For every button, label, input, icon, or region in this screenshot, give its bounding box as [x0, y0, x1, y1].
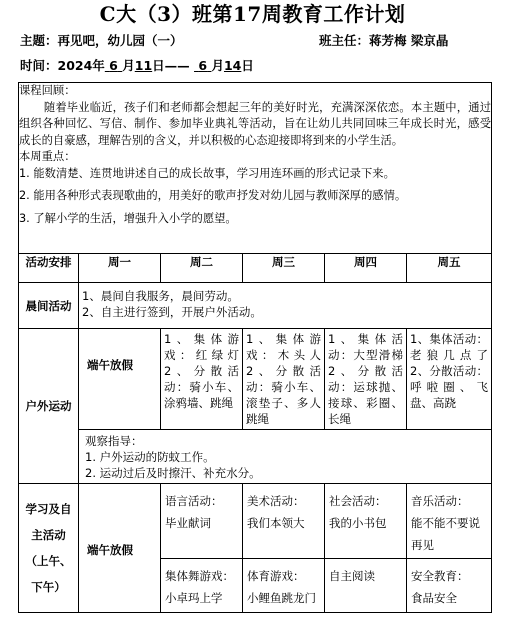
- header-fri: 周五: [407, 254, 492, 283]
- time-label: 时间：: [20, 58, 58, 73]
- time-month-word-start: 月: [122, 58, 135, 73]
- focus-item: 1. 能数清楚、连贯地讲述自己的成长故事，学习用连环画的形式记录下来。: [19, 166, 395, 180]
- guide-item: 1. 户外运动的防蚊工作。: [85, 450, 215, 464]
- time-day-start: 11: [134, 58, 153, 73]
- outdoor-wed: 1、集体游戏：木头人 2、分散活动：骑小车、滚垫子、多人跳绳: [243, 329, 325, 430]
- header-thu: 周四: [325, 254, 407, 283]
- study-label-line: （上午、: [25, 554, 72, 568]
- teacher-label: 班主任：: [319, 33, 370, 48]
- teacher-value: 蒋芳梅 梁京晶: [369, 33, 449, 48]
- page-title: C大（3）班第17周教育工作计划: [99, 2, 406, 26]
- time-day-word-end: 日: [241, 58, 254, 73]
- study-wed-1: 美术活动： 我们本领大: [243, 484, 325, 559]
- intro-row: [19, 83, 492, 254]
- focus-label: 本周重点：: [19, 150, 76, 163]
- outdoor-thu: 1、集体活动：大型滑梯 2、分散活动：运球抛、接球、彩圈、长绳: [325, 329, 407, 430]
- study-wed-2: 体育游戏： 小鲤鱼跳龙门: [243, 559, 325, 613]
- study-fri-1: 音乐活动： 能不能不要说再见: [407, 484, 492, 559]
- time-day-end: 14: [223, 58, 242, 73]
- study-row-1: [19, 484, 492, 559]
- header-wed: 周三: [243, 254, 325, 283]
- theme-label: 主题：: [20, 33, 58, 48]
- header-tue: 周二: [161, 254, 243, 283]
- header-mon: 周一: [79, 254, 161, 283]
- theme-line: [20, 32, 183, 50]
- study-tue-1: 语言活动： 毕业献词: [161, 484, 243, 559]
- study-thu-1: 社会活动： 我的小书包: [325, 484, 407, 559]
- teacher-line: [319, 32, 448, 50]
- morning-label: 晨间活动: [19, 283, 79, 329]
- study-label-line: 学习及自: [25, 502, 72, 516]
- outdoor-row: [19, 329, 492, 430]
- study-label-line: 主活动: [31, 528, 66, 542]
- study-label: [19, 484, 79, 613]
- outdoor-guide: [79, 430, 492, 484]
- outdoor-tue: 1、集体游戏：红绿灯 2、分散活动：骑小车、涂鸦墙、跳绳: [161, 329, 243, 430]
- time-year: 2024年: [57, 58, 105, 73]
- review-label: 课程回顾：: [19, 84, 76, 97]
- outdoor-guide-row: [19, 430, 492, 484]
- focus-item: 2. 能用各种形式表现歌曲的，用美好的歌声抒发对幼儿园与教师深厚的感情。: [19, 189, 407, 202]
- study-tue-2: 集体舞游戏： 小卓玛上学: [161, 559, 243, 613]
- time-day-word-start: 日: [152, 58, 165, 73]
- time-month-word-end: 月: [211, 58, 224, 73]
- focus-item: 3. 了解小学的生活，增强升入小学的愿望。: [19, 211, 237, 225]
- study-thu-2: 自主阅读: [325, 559, 407, 613]
- theme-value: 再见吧，幼儿园（一）: [57, 33, 183, 48]
- review-text: 随着毕业临近，孩子们和老师都会想起三年的美好时光，充满深深依恋。本主题中，通过组织各种回忆、写信、制作、参加毕业典礼等活动，旨在让幼儿共同回味三年成长时光，感受成长的自豪感，理解告别的含义，并以积极的心态迎接即将到来的小学生活。: [19, 100, 491, 147]
- header-row: [19, 254, 492, 283]
- guide-item: 2. 运动过后及时擦汗、补充水分。: [85, 466, 261, 480]
- morning-row: [19, 283, 492, 329]
- outdoor-fri: 1、集体活动：老狼几点了 2、分散活动：呼啦圈、飞盘、高跷: [407, 329, 492, 430]
- guide-label: 观察指导：: [85, 434, 143, 448]
- time-month-end: 6: [198, 58, 208, 73]
- header-activity: 活动安排: [19, 254, 79, 283]
- outdoor-label: 户外运动: [19, 329, 79, 484]
- time-separator: ——: [164, 58, 195, 73]
- outdoor-mon: 端午放假: [79, 329, 161, 430]
- weekly-plan-table: [18, 82, 492, 613]
- morning-line: 2、自主进行签到，开展户外活动。: [82, 305, 262, 319]
- study-label-line: 下午）: [31, 580, 66, 594]
- intro-cell: [19, 83, 492, 254]
- study-fri-2: 安全教育： 食品安全: [407, 559, 492, 613]
- morning-content: [79, 283, 492, 329]
- time-line: [20, 57, 254, 75]
- morning-line: 1、晨间自我服务，晨间劳动。: [82, 289, 239, 303]
- time-month-start: 6: [109, 58, 118, 73]
- study-mon: 端午放假: [79, 484, 161, 613]
